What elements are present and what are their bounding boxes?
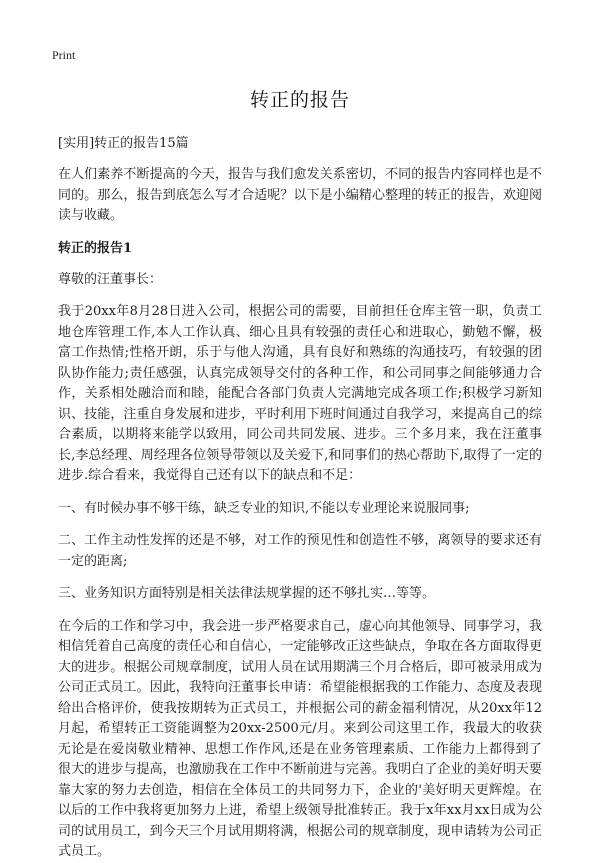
section-title: 转正的报告1 (58, 240, 133, 256)
body-paragraph: 一、有时候办事不够干练，缺乏专业的知识,不能以专业理论来说服同事; (58, 500, 470, 516)
greeting: 尊敬的汪董事长： (58, 271, 163, 287)
document-title: 转正的报告 (249, 89, 350, 111)
intro-paragraph: 在人们素养不断提高的今天，报告与我们愈发关系密切，不同的报告内容同样也是不同的。那么，报告到底怎么写才合适呢？以下是小编精心整理的转正的报告，欢迎阅读与收藏。 (58, 167, 542, 223)
body-paragraph: 三、业务知识方面特别是相关法律法规掌握的还不够扎实…等等。 (58, 586, 436, 601)
body-paragraph: 二、工作主动性发挥的还是不够，对工作的预见性和创造性不够，离领导的要求还有一定的距离; (58, 533, 542, 569)
body-paragraph: 我于20xx年8月28日进入公司，根据公司的需要，目前担任仓库主管一职，负责工地仓库管理工作,本人工作认真、细心且具有较强的责任心和进取心，勤勉不懈，极富工作热情;性格开朗，乐于与他人沟通，具有良好和熟练的沟通技巧，有较强的团队协作能力;责任感强，认真完成领导交付的各种工作，和公司同事之间能够通力合作，关系相处融洽而和睦，能配合各部门负责人完满地完成各项工作;积极学习新知识、技能，注重自身发展和进步，平时利用下班时间通过自我学习，来提高自己的综合素质，以期将来能学以致用，同公司共同发展、进步。三个多月来，我在汪董事长,李总经理、周经理各位领导带领以及关爱下,和同事们的热心帮助下,取得了一定的进步.综合看来，我觉得自己还有以下的缺点和不足： (58, 304, 542, 483)
document-subtitle: [实用]转正的报告15篇 (58, 136, 189, 151)
body-paragraph: 在今后的工作和学习中，我会进一步严格要求自己，虚心向其他领导、同事学习，我相信凭着自己高度的责任心和自信心，一定能够改正这些缺点，争取在各方面取得更大的进步。根据公司规章制度，试用人员在试用期满三个月合格后，即可被录用成为公司正式员工。因此，我特向汪董事长申请：希望能根据我的工作能力、态度及表现给出合格评价，使我按期转为正式员工，并根据公司的薪金福利情况，从20xx年12月起，希望转正工资能调整为20xx-2500元/月。来到公司这里工作，我最大的收获无论是在爱岗敬业精神、思想工作作风,还是在业务管理素质、工作能力上都得到了很大的进步与提高，也激励我在工作中不断前进与完善。我明白了企业的美好明天要靠大家的努力去创造，相信在全体员工的共同努力下，企业的'美好明天更辉煌。在以后的工作中我将更加努力上进，希望上级领导批准转正。我于x年xx月xx日成为公司的试用员工，到今天三个月试用期将满，根据公司的规章制度，现申请转为公司正式员工。 (58, 618, 542, 859)
print-label: Print (52, 48, 76, 62)
